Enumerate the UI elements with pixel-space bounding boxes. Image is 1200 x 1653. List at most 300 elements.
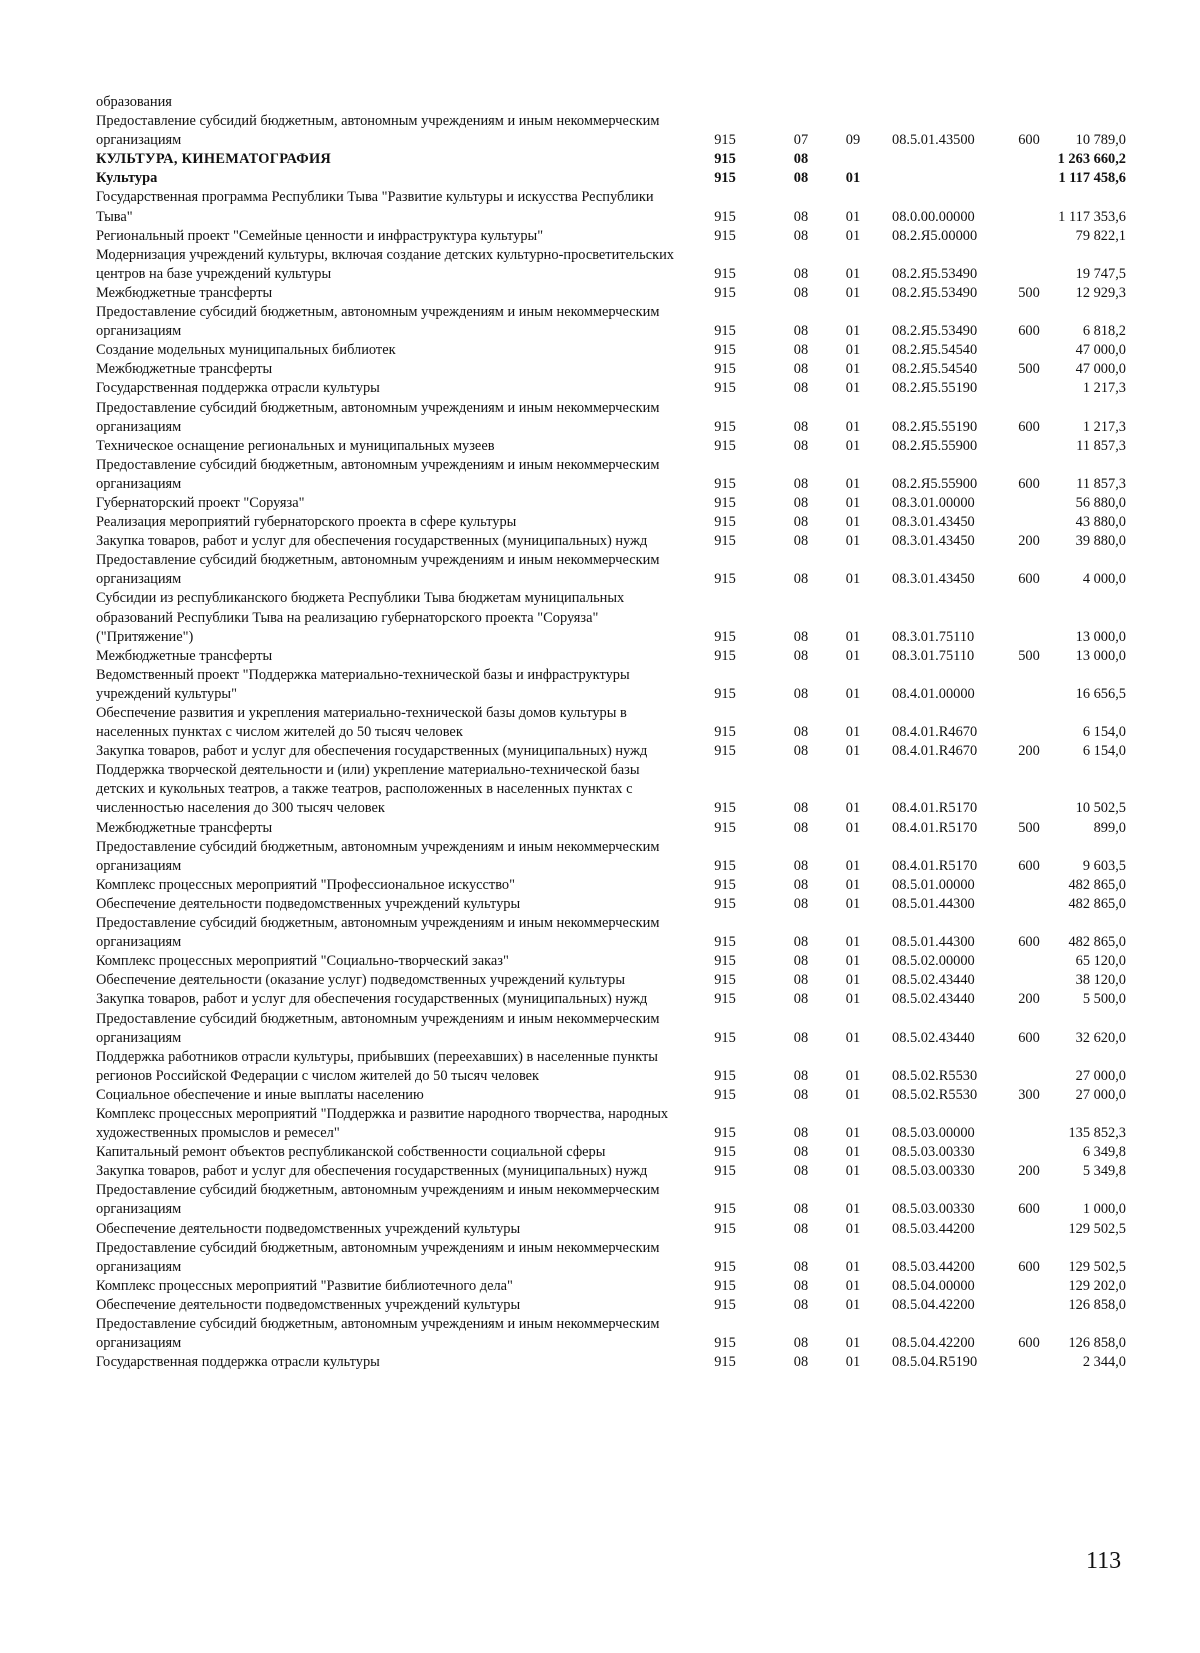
row-section-code: 08 <box>793 857 809 874</box>
row-amount: 6 349,8 <box>1082 1144 1126 1161</box>
table-row <box>96 93 1126 112</box>
row-target-article: 08.2.Я5.54540 <box>892 342 978 359</box>
row-amount: 10 502,5 <box>1075 800 1126 817</box>
row-expense-type <box>1006 150 1052 169</box>
row-amount: 27 000,0 <box>1075 1067 1126 1084</box>
row-section-code: 08 <box>793 342 809 359</box>
row-expense-type: 300 <box>1018 1086 1040 1103</box>
row-name: Предоставление субсидий бюджетным, автономным учреждениям и иным некоммерческим организациям <box>96 1010 660 1046</box>
row-name: Модернизация учреждений культуры, включая создание детских культурно-просветительских центров на базе учреждений культуры <box>96 246 674 282</box>
row-name: Закупка товаров, работ и услуг для обеспечения государственных (муниципальных) нужд <box>96 533 648 550</box>
row-amount: 135 852,3 <box>1068 1125 1126 1142</box>
row-expense-type: 600 <box>1018 934 1040 951</box>
row-subsection-code: 01 <box>845 685 861 702</box>
row-subsection-code: 01 <box>845 1296 861 1313</box>
row-target-article: 08.2.Я5.53490 <box>892 284 978 301</box>
row-name: Межбюджетные трансферты <box>96 819 273 836</box>
row-expense-type: 500 <box>1018 819 1040 836</box>
row-target-article: 08.5.03.00330 <box>892 1163 975 1180</box>
row-target-article: 08.5.03.00330 <box>892 1201 975 1218</box>
row-amount: 6 154,0 <box>1082 743 1126 760</box>
row-target-article: 08.3.01.75110 <box>892 628 975 645</box>
row-subsection-code: 01 <box>845 494 861 511</box>
table-row <box>96 303 1126 341</box>
row-grbs-code: 915 <box>714 991 736 1008</box>
row-expense-type: 600 <box>1018 1258 1040 1275</box>
table-row <box>96 1239 1126 1277</box>
row-grbs-code: 915 <box>714 380 736 397</box>
row-section-code: 08 <box>793 361 809 378</box>
row-subsection-code <box>828 150 878 169</box>
row-name: Государственная программа Республики Тыва "Развитие культуры и искусства Республики Тыва" <box>96 189 654 225</box>
row-target-article: 08.5.03.44200 <box>892 1220 975 1237</box>
row-target-article: 08.3.01.43450 <box>892 571 975 588</box>
row-target-article <box>878 93 1006 112</box>
row-grbs-code: 915 <box>714 1086 736 1103</box>
row-expense-type: 200 <box>1018 991 1040 1008</box>
table-row <box>96 284 1126 303</box>
row-amount: 38 120,0 <box>1075 972 1126 989</box>
row-amount: 47 000,0 <box>1075 342 1126 359</box>
row-grbs-code: 915 <box>714 342 736 359</box>
table-row <box>96 494 1126 513</box>
row-subsection-code: 01 <box>845 991 861 1008</box>
row-section-code <box>774 93 828 112</box>
row-amount: 482 865,0 <box>1068 895 1126 912</box>
row-section-code: 08 <box>793 743 809 760</box>
row-name: Обеспечение деятельности подведомственных учреждений культуры <box>96 895 521 912</box>
table-row <box>96 914 1126 952</box>
table-row <box>96 1162 1126 1181</box>
row-amount: 1 117 458,6 <box>1058 170 1126 187</box>
row-amount: 79 822,1 <box>1075 227 1126 244</box>
table-row <box>96 150 1126 169</box>
table-row <box>96 666 1126 704</box>
row-name: Комплекс процессных мероприятий "Поддержка и развитие народного творчества, народных художественных промыслов и ремесел" <box>96 1105 669 1142</box>
table-row <box>96 1048 1126 1086</box>
row-name: Создание модельных муниципальных библиотек <box>96 342 396 359</box>
row-section-code: 08 <box>793 1335 809 1352</box>
row-subsection-code: 01 <box>845 857 861 874</box>
row-section-code: 08 <box>793 647 809 664</box>
row-expense-type <box>1006 1105 1052 1143</box>
row-subsection-code: 01 <box>845 1144 861 1161</box>
row-grbs-code: 915 <box>714 1029 736 1046</box>
row-name: Предоставление субсидий бюджетным, автономным учреждениям и иным некоммерческим организациям <box>96 552 660 588</box>
row-amount: 6 154,0 <box>1082 724 1126 741</box>
row-section-code: 08 <box>793 934 809 951</box>
table-row <box>96 1105 1126 1143</box>
row-amount: 1 263 660,2 <box>1057 151 1126 168</box>
row-subsection-code: 01 <box>845 323 861 340</box>
table-row <box>96 532 1126 551</box>
table-row <box>96 1353 1126 1372</box>
row-target-article: 08.4.01.R4670 <box>892 743 978 760</box>
row-name: Предоставление субсидий бюджетным, автономным учреждениям и иным некоммерческим организациям <box>96 838 660 874</box>
row-expense-type: 600 <box>1018 1201 1040 1218</box>
row-target-article: 08.3.01.75110 <box>892 647 975 664</box>
row-subsection-code: 01 <box>845 1335 861 1352</box>
row-grbs-code: 915 <box>714 533 736 550</box>
row-target-article: 08.3.01.43450 <box>892 514 975 531</box>
row-name: Предоставление субсидий бюджетным, автономным учреждениям и иным некоммерческим организациям <box>96 304 660 340</box>
row-amount: 65 120,0 <box>1075 953 1126 970</box>
row-grbs-code: 915 <box>714 170 736 187</box>
row-subsection-code: 01 <box>845 1277 861 1294</box>
row-amount: 12 929,3 <box>1075 284 1126 301</box>
row-name: Предоставление субсидий бюджетным, автономным учреждениям и иным некоммерческим организациям <box>96 399 660 435</box>
row-target-article: 08.5.04.42200 <box>892 1335 975 1352</box>
table-row <box>96 1143 1126 1162</box>
row-amount: 43 880,0 <box>1075 514 1126 531</box>
row-target-article: 08.4.01.00000 <box>892 685 975 702</box>
row-amount: 129 502,5 <box>1068 1258 1126 1275</box>
row-target-article: 08.5.02.43440 <box>892 991 975 1008</box>
row-amount: 9 603,5 <box>1082 857 1126 874</box>
table-row <box>96 1220 1126 1239</box>
row-subsection-code: 01 <box>845 934 861 951</box>
row-amount: 32 620,0 <box>1075 1029 1126 1046</box>
row-name: Предоставление субсидий бюджетным, автономным учреждениям и иным некоммерческим организациям <box>96 1182 660 1218</box>
row-name: Закупка товаров, работ и услуг для обеспечения государственных (муниципальных) нужд <box>96 1163 648 1180</box>
row-grbs-code <box>676 93 774 112</box>
row-target-article: 08.2.Я5.55190 <box>892 380 978 397</box>
row-name: Предоставление субсидий бюджетным, автономным учреждениям и иным некоммерческим организациям <box>96 915 660 951</box>
row-subsection-code <box>828 93 878 112</box>
row-grbs-code: 915 <box>714 284 736 301</box>
row-name: Предоставление субсидий бюджетным, автономным учреждениям и иным некоммерческим организациям <box>96 1316 660 1352</box>
row-target-article: 08.5.04.42200 <box>892 1296 975 1313</box>
row-target-article: 08.2.Я5.55190 <box>892 418 978 435</box>
row-subsection-code: 01 <box>845 284 861 301</box>
row-subsection-code: 01 <box>845 380 861 397</box>
table-row <box>96 1315 1126 1353</box>
row-grbs-code: 915 <box>714 227 736 244</box>
row-grbs-code: 915 <box>714 1335 736 1352</box>
row-grbs-code: 915 <box>714 514 736 531</box>
table-row <box>96 990 1126 1009</box>
row-name: Комплекс процессных мероприятий "Развитие библиотечного дела" <box>96 1277 513 1294</box>
row-grbs-code: 915 <box>714 323 736 340</box>
row-grbs-code: 915 <box>714 151 736 168</box>
row-grbs-code: 915 <box>714 857 736 874</box>
row-target-article: 08.2.Я5.55900 <box>892 475 978 492</box>
row-name: Капитальный ремонт объектов республиканской собственности социальной сферы <box>96 1144 606 1161</box>
row-subsection-code: 01 <box>845 953 861 970</box>
table-row <box>96 1010 1126 1048</box>
table-row <box>96 819 1126 838</box>
row-name: Техническое оснащение региональных и муниципальных музеев <box>96 437 495 454</box>
row-grbs-code: 915 <box>714 437 736 454</box>
row-amount: 47 000,0 <box>1075 361 1126 378</box>
row-target-article: 08.5.04.00000 <box>892 1277 975 1294</box>
row-grbs-code: 915 <box>714 685 736 702</box>
row-expense-type: 600 <box>1018 571 1040 588</box>
row-expense-type <box>1006 227 1052 246</box>
row-grbs-code: 915 <box>714 953 736 970</box>
row-target-article: 08.3.01.00000 <box>892 494 975 511</box>
row-expense-type: 600 <box>1018 132 1040 149</box>
row-subsection-code: 01 <box>845 876 861 893</box>
row-expense-type <box>1006 513 1052 532</box>
row-name: Губернаторский проект "Соруяза" <box>96 494 305 511</box>
row-grbs-code: 915 <box>714 1125 736 1142</box>
table-row <box>96 1181 1126 1219</box>
row-section-code: 08 <box>793 991 809 1008</box>
row-expense-type: 600 <box>1018 1335 1040 1352</box>
row-grbs-code: 915 <box>714 1163 736 1180</box>
row-expense-type: 200 <box>1018 743 1040 760</box>
row-subsection-code: 01 <box>845 475 861 492</box>
row-subsection-code: 01 <box>845 265 861 282</box>
row-amount: 2 344,0 <box>1082 1354 1126 1371</box>
row-subsection-code: 01 <box>845 647 861 664</box>
row-amount: 1 217,3 <box>1082 418 1126 435</box>
row-target-article: 08.5.01.44300 <box>892 934 975 951</box>
row-target-article: 08.4.01.R5170 <box>892 800 978 817</box>
page-number: 113 <box>1086 1548 1122 1574</box>
row-expense-type <box>1006 666 1052 704</box>
row-amount: 899,0 <box>1093 819 1126 836</box>
row-expense-type: 200 <box>1018 533 1040 550</box>
row-name: Закупка товаров, работ и услуг для обеспечения государственных (муниципальных) нужд <box>96 991 648 1008</box>
row-section-code: 08 <box>793 1086 809 1103</box>
row-amount: 13 000,0 <box>1075 647 1126 664</box>
row-target-article: 08.5.04.R5190 <box>892 1354 978 1371</box>
row-name: Поддержка творческой деятельности и (или) укрепление материально-технической базы детских и кукольных театров, а также театров, расположенных в населенных пунктах с численностью населения до 300 тысяч человек <box>96 762 640 817</box>
row-grbs-code: 915 <box>714 800 736 817</box>
row-name: Государственная поддержка отрасли культуры <box>96 380 380 397</box>
table-row <box>96 971 1126 990</box>
row-subsection-code: 01 <box>845 895 861 912</box>
row-target-article: 08.5.03.00000 <box>892 1125 975 1142</box>
row-subsection-code: 01 <box>845 208 861 225</box>
row-subsection-code: 01 <box>845 1258 861 1275</box>
row-target-article: 08.2.Я5.55900 <box>892 437 978 454</box>
row-section-code: 08 <box>793 514 809 531</box>
row-expense-type: 500 <box>1018 284 1040 301</box>
row-name: образования <box>96 94 172 110</box>
row-amount: 56 880,0 <box>1075 494 1126 511</box>
table-row <box>96 647 1126 666</box>
row-amount: 1 117 353,6 <box>1058 208 1126 225</box>
row-grbs-code: 915 <box>714 876 736 893</box>
row-name: Обеспечение деятельности (оказание услуг) подведомственных учреждений культуры <box>96 972 626 989</box>
row-subsection-code: 01 <box>845 227 861 244</box>
row-name: Предоставление субсидий бюджетным, автономным учреждениям и иным некоммерческим организациям <box>96 456 660 492</box>
row-expense-type <box>1006 246 1052 284</box>
row-subsection-code: 01 <box>845 571 861 588</box>
row-target-article: 08.4.01.R4670 <box>892 724 978 741</box>
row-subsection-code: 09 <box>845 132 861 149</box>
row-target-article: 08.5.02.43440 <box>892 1029 975 1046</box>
row-amount: 11 857,3 <box>1076 475 1126 492</box>
row-name: Предоставление субсидий бюджетным, автономным учреждениям и иным некоммерческим организациям <box>96 1239 660 1275</box>
row-grbs-code: 915 <box>714 1277 736 1294</box>
row-amount: 27 000,0 <box>1075 1086 1126 1103</box>
row-expense-type: 500 <box>1018 361 1040 378</box>
row-expense-type <box>1006 761 1052 818</box>
row-target-article: 08.5.03.44200 <box>892 1258 975 1275</box>
table-row <box>96 341 1126 360</box>
row-amount: 482 865,0 <box>1068 934 1126 951</box>
row-name: Межбюджетные трансферты <box>96 647 273 664</box>
row-amount: 19 747,5 <box>1075 265 1126 282</box>
table-row <box>96 551 1126 589</box>
table-row <box>96 589 1126 646</box>
row-name: Государственная поддержка отрасли культуры <box>96 1354 380 1371</box>
row-name: Комплекс процессных мероприятий "Социально-творческий заказ" <box>96 953 509 970</box>
row-subsection-code: 01 <box>845 418 861 435</box>
table-row <box>96 704 1126 742</box>
row-expense-type <box>1006 1353 1052 1372</box>
row-expense-type <box>1006 704 1052 742</box>
row-target-article: 08.4.01.R5170 <box>892 819 978 836</box>
row-expense-type <box>1006 169 1052 188</box>
row-grbs-code: 915 <box>714 819 736 836</box>
row-grbs-code: 915 <box>714 208 736 225</box>
row-subsection-code: 01 <box>845 170 861 187</box>
row-section-code: 08 <box>793 1220 809 1237</box>
table-row <box>96 1086 1126 1105</box>
row-subsection-code: 01 <box>845 800 861 817</box>
row-target-article: 08.3.01.43450 <box>892 533 975 550</box>
table-row <box>96 379 1126 398</box>
row-section-code: 08 <box>793 227 809 244</box>
row-expense-type <box>1006 1296 1052 1315</box>
row-amount: 10 789,0 <box>1075 132 1126 149</box>
row-expense-type: 600 <box>1018 1029 1040 1046</box>
table-row <box>96 246 1126 284</box>
row-amount: 13 000,0 <box>1075 628 1126 645</box>
row-subsection-code: 01 <box>845 1125 861 1142</box>
row-grbs-code: 915 <box>714 647 736 664</box>
row-target-article: 08.4.01.R5170 <box>892 857 978 874</box>
row-section-code: 08 <box>793 1163 809 1180</box>
table-row <box>96 456 1126 494</box>
row-subsection-code: 01 <box>845 1086 861 1103</box>
budget-table-body <box>96 93 1126 1372</box>
table-row <box>96 895 1126 914</box>
row-subsection-code: 01 <box>845 1067 861 1084</box>
row-section-code: 08 <box>793 475 809 492</box>
row-section-code: 08 <box>793 953 809 970</box>
row-target-article: 08.5.02.43440 <box>892 972 975 989</box>
row-subsection-code: 01 <box>845 743 861 760</box>
row-expense-type <box>1006 1277 1052 1296</box>
row-amount: 4 000,0 <box>1082 571 1126 588</box>
row-amount: 129 502,5 <box>1068 1220 1126 1237</box>
row-name: Закупка товаров, работ и услуг для обеспечения государственных (муниципальных) нужд <box>96 743 648 760</box>
row-section-code: 08 <box>793 876 809 893</box>
row-grbs-code: 915 <box>714 475 736 492</box>
row-expense-type <box>1006 1220 1052 1239</box>
row-grbs-code: 915 <box>714 571 736 588</box>
row-section-code: 08 <box>793 1201 809 1218</box>
row-name: Обеспечение развития и укрепления материально-технической базы домов культуры в населенных пунктах с числом жителей до 50 тысяч человек <box>96 705 627 741</box>
row-subsection-code: 01 <box>845 533 861 550</box>
row-amount: 16 656,5 <box>1075 685 1126 702</box>
row-grbs-code: 915 <box>714 1258 736 1275</box>
row-section-code: 08 <box>793 1277 809 1294</box>
row-subsection-code: 01 <box>845 1354 861 1371</box>
row-expense-type <box>1006 876 1052 895</box>
row-section-code: 08 <box>793 151 809 168</box>
table-row <box>96 876 1126 895</box>
row-expense-type <box>1006 971 1052 990</box>
budget-table <box>96 93 1126 1372</box>
row-section-code: 08 <box>793 380 809 397</box>
row-amount: 5 500,0 <box>1082 991 1126 1008</box>
row-grbs-code: 915 <box>714 1220 736 1237</box>
row-section-code: 08 <box>793 284 809 301</box>
table-row <box>96 761 1126 818</box>
row-target-article: 08.0.00.00000 <box>892 208 975 225</box>
row-name: Культура <box>96 170 158 187</box>
row-grbs-code: 915 <box>714 1354 736 1371</box>
row-target-article: 08.2.Я5.53490 <box>892 323 978 340</box>
row-grbs-code: 915 <box>714 494 736 511</box>
row-section-code: 08 <box>793 208 809 225</box>
row-section-code: 08 <box>793 685 809 702</box>
row-subsection-code: 01 <box>845 1163 861 1180</box>
row-section-code: 08 <box>793 1296 809 1313</box>
row-expense-type <box>1006 341 1052 360</box>
row-grbs-code: 915 <box>714 628 736 645</box>
row-subsection-code: 01 <box>845 437 861 454</box>
row-name: Межбюджетные трансферты <box>96 284 273 301</box>
row-target-article: 08.5.02.00000 <box>892 953 975 970</box>
row-subsection-code: 01 <box>845 514 861 531</box>
row-expense-type: 600 <box>1018 475 1040 492</box>
row-name: Межбюджетные трансферты <box>96 361 273 378</box>
row-expense-type: 500 <box>1018 647 1040 664</box>
row-expense-type: 600 <box>1018 418 1040 435</box>
row-section-code: 08 <box>793 265 809 282</box>
row-amount: 5 349,8 <box>1082 1163 1126 1180</box>
row-grbs-code: 915 <box>714 1067 736 1084</box>
table-row <box>96 1296 1126 1315</box>
row-section-code: 08 <box>793 323 809 340</box>
table-row <box>96 112 1126 150</box>
row-grbs-code: 915 <box>714 265 736 282</box>
row-amount <box>1052 93 1126 112</box>
row-subsection-code: 01 <box>845 1220 861 1237</box>
table-row <box>96 742 1126 761</box>
row-grbs-code: 915 <box>714 972 736 989</box>
row-amount: 129 202,0 <box>1068 1277 1126 1294</box>
row-amount: 126 858,0 <box>1068 1335 1126 1352</box>
row-name: Реализация мероприятий губернаторского проекта в сфере культуры <box>96 514 517 531</box>
row-target-article: 08.5.02.R5530 <box>892 1067 978 1084</box>
row-section-code: 08 <box>793 724 809 741</box>
row-subsection-code: 01 <box>845 628 861 645</box>
row-name: Региональный проект "Семейные ценности и инфраструктура культуры" <box>96 227 544 244</box>
row-target-article: 08.5.01.44300 <box>892 895 975 912</box>
row-subsection-code: 01 <box>845 1029 861 1046</box>
row-name: Обеспечение деятельности подведомственных учреждений культуры <box>96 1220 521 1237</box>
table-row <box>96 838 1126 876</box>
row-grbs-code: 915 <box>714 743 736 760</box>
row-amount: 1 000,0 <box>1082 1201 1126 1218</box>
row-amount: 482 865,0 <box>1068 876 1126 893</box>
row-name: Субсидии из республиканского бюджета Республики Тыва бюджетам муниципальных образований Республики Тыва на реализацию губернаторского проекта "Соруяза" ("Притяжение") <box>96 590 625 645</box>
row-section-code: 07 <box>793 132 809 149</box>
row-section-code: 08 <box>793 533 809 550</box>
row-section-code: 08 <box>793 418 809 435</box>
row-subsection-code: 01 <box>845 819 861 836</box>
row-amount: 11 857,3 <box>1076 437 1126 454</box>
